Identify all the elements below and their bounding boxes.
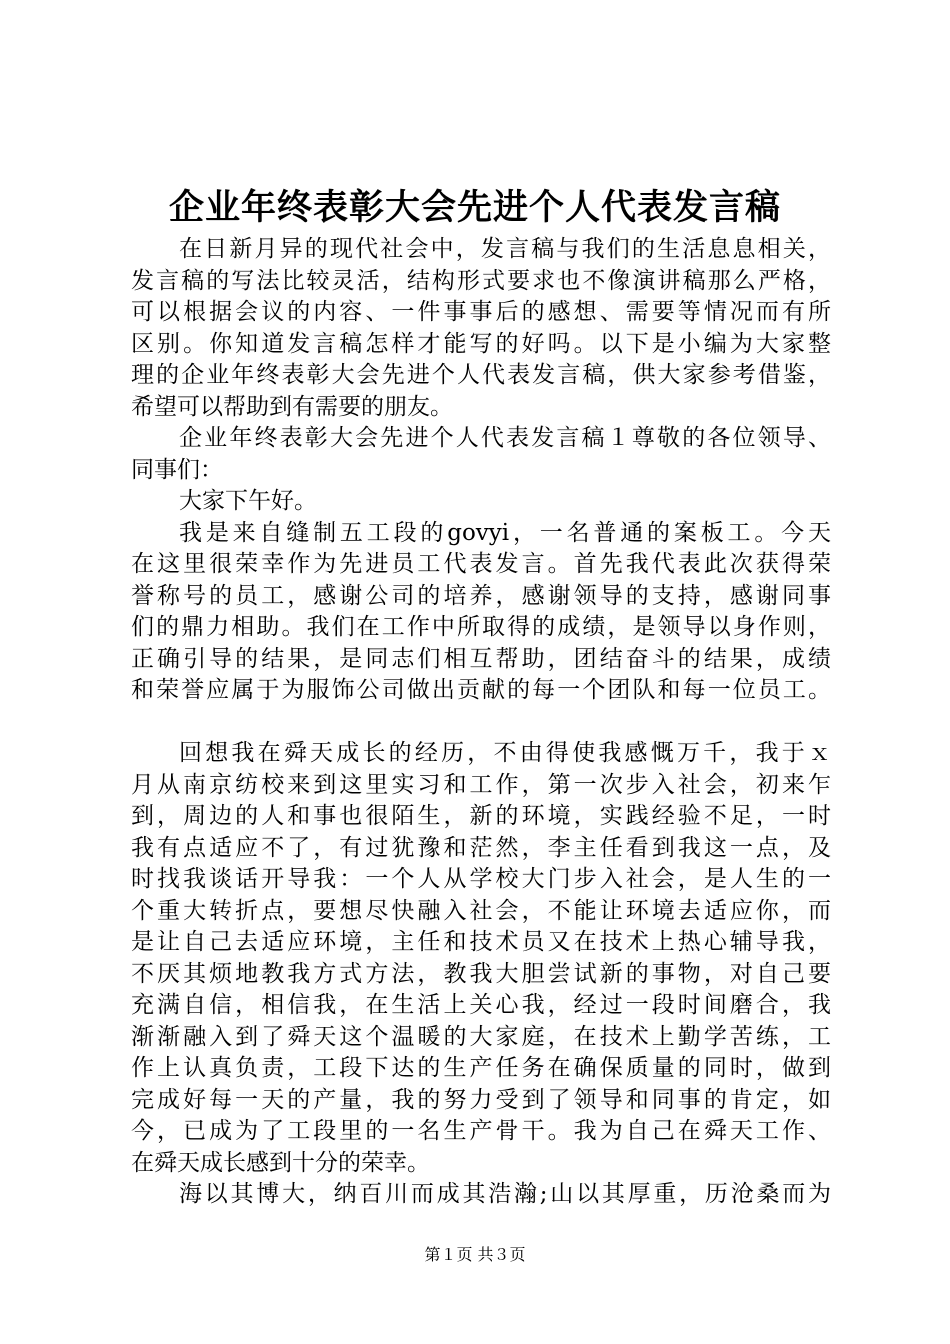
text-line: 大家下午好。 <box>179 488 317 514</box>
text-line: 充满自信，相信我，在生活上关心我，经过一段时间磨合，我 <box>131 992 831 1018</box>
text-line: 企业年终表彰大会先进个人代表发言稿１尊敬的各位领导、 <box>179 425 831 451</box>
text-line: 正确引导的结果，是同志们相互帮助，团结奋斗的结果，成绩 <box>131 645 831 672</box>
text-line: 个重大转折点，要想尽快融入社会，不能让环境去适应你，而 <box>131 897 831 924</box>
text-line: 同事们： <box>131 456 223 483</box>
text-line: 在这里很荣幸作为先进员工代表发言。首先我代表此次获得荣 <box>131 551 831 577</box>
text-line: 时找我谈话开导我：一个人从学校大门步入社会，是人生的一 <box>131 866 831 892</box>
text-line: 我是来自缝制五工段的govyi，一名普通的案板工。今天 <box>179 519 831 546</box>
page-footer: 第１页 共３页 <box>424 1245 526 1264</box>
text-line: 到，周边的人和事也很陌生，新的环境，实践经验不足，一时 <box>131 803 831 829</box>
document-body <box>131 234 831 1211</box>
text-line: 发言稿的写法比较灵活，结构形式要求也不像演讲稿那么严格， <box>131 267 831 294</box>
document-title: 企业年终表彰大会先进个人代表发言稿 <box>168 187 781 228</box>
text-line: 今，已成为了工段里的一名生产骨干。我为自己在舜天工作、 <box>131 1118 831 1144</box>
text-line: 区别。你知道发言稿怎样才能写的好吗。以下是小编为大家整 <box>131 330 831 357</box>
text-line: 在舜天成长感到十分的荣幸。 <box>131 1149 430 1176</box>
blank-line <box>131 707 831 739</box>
text-line: 是让自己去适应环境，主任和技术员又在技术上热心辅导我， <box>131 929 831 955</box>
text-line: 们的鼎力相助。我们在工作中所取得的成绩，是领导以身作则， <box>131 614 831 640</box>
text-line: 完成好每一天的产量，我的努力受到了领导和同事的肯定，如 <box>131 1086 831 1113</box>
text-line: 和荣誉应属于为服饰公司做出贡献的每一个团队和每一位员工。 <box>131 677 831 703</box>
text-line: 在日新月异的现代社会中，发言稿与我们的生活息息相关， <box>179 236 831 262</box>
text-line: 不厌其烦地教我方式方法，教我大胆尝试新的事物，对自己要 <box>131 960 831 987</box>
text-line: 月从南京纺校来到这里实习和工作，第一次步入社会，初来乍 <box>131 771 831 798</box>
text-line: 理的企业年终表彰大会先进个人代表发言稿，供大家参考借鉴， <box>131 362 831 388</box>
text-line: 回想我在舜天成长的经历，不由得使我感慨万千，我于ｘ <box>179 740 831 766</box>
text-line: 可以根据会议的内容、一件事事后的感想、需要等情况而有所 <box>131 299 831 325</box>
text-line: 作上认真负责，工段下达的生产任务在确保质量的同时，做到 <box>131 1055 831 1081</box>
text-line: 我有点适应不了，有过犹豫和茫然，李主任看到我这一点，及 <box>131 834 831 861</box>
text-line: 海以其博大，纳百川而成其浩瀚;山以其厚重，历沧桑而为 <box>179 1181 831 1207</box>
text-line: 渐渐融入到了舜天这个温暖的大家庭，在技术上勤学苦练，工 <box>131 1023 831 1050</box>
text-line: 誉称号的员工，感谢公司的培养，感谢领导的支持，感谢同事 <box>131 582 831 609</box>
text-line: 希望可以帮助到有需要的朋友。 <box>131 393 453 420</box>
